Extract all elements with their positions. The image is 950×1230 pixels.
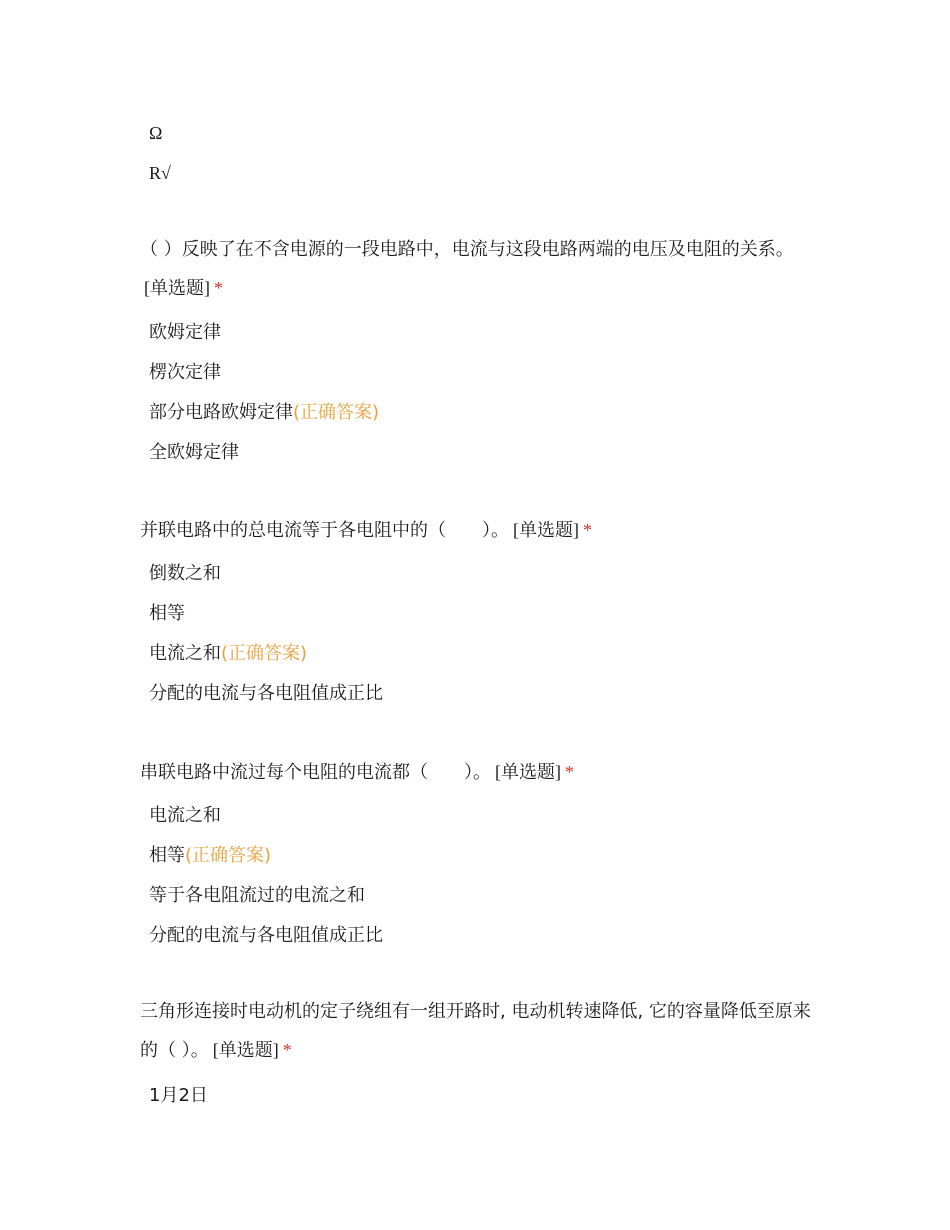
question-1-option-3[interactable] <box>149 401 379 425</box>
question-2-option-4[interactable] <box>149 682 383 706</box>
question-1 <box>140 231 820 308</box>
option-label: 部分电路欧姆定律 <box>149 402 293 423</box>
correct-answer-marker: (正确答案) <box>221 643 308 664</box>
question-2 <box>140 511 820 550</box>
option-label: 欧姆定律 <box>149 322 221 343</box>
option-label: 倒数之和 <box>149 563 221 584</box>
option-label: 电流之和 <box>149 643 221 664</box>
question-4-option-1[interactable] <box>149 1084 208 1108</box>
question-3-text: 串联电路中流过每个电阻的电流都（ ）。 <box>140 762 491 783</box>
question-type-tag: [单选题] <box>212 1040 279 1060</box>
question-2-option-2[interactable] <box>149 602 185 626</box>
question-3-option-4[interactable] <box>149 924 383 948</box>
option-label: 楞次定律 <box>149 362 221 383</box>
question-type-tag: [单选题] <box>144 278 210 298</box>
question-1-text: （ ）反映了在不含电源的一段电路中，电流与这段电路两端的电压及电阻的关系。 <box>140 239 794 260</box>
question-2-option-1[interactable] <box>149 562 221 586</box>
question-4 <box>140 993 820 1070</box>
question-1-option-4[interactable] <box>149 441 239 465</box>
question-1-option-2[interactable] <box>149 361 221 385</box>
option-r-sqrt[interactable]: R√ <box>149 163 171 183</box>
question-1-option-1[interactable] <box>149 321 221 345</box>
option-label: 分配的电流与各电阻值成正比 <box>149 683 383 704</box>
question-3-option-3[interactable] <box>149 884 365 908</box>
required-marker: * <box>583 520 592 540</box>
correct-answer-marker: (正确答案) <box>185 845 272 866</box>
option-label: 相等 <box>149 845 185 866</box>
question-3 <box>140 753 820 792</box>
option-label: 1月2日 <box>149 1085 208 1106</box>
question-type-tag: [单选题] <box>513 520 579 540</box>
required-marker: * <box>282 1040 292 1060</box>
correct-answer-marker: (正确答案) <box>293 402 380 423</box>
option-omega[interactable]: Ω <box>149 123 163 143</box>
required-marker: * <box>214 278 223 298</box>
question-type-tag: [单选题] <box>495 762 561 782</box>
option-label: 全欧姆定律 <box>149 442 239 463</box>
required-marker: * <box>565 762 574 782</box>
option-label: 等于各电阻流过的电流之和 <box>149 885 365 906</box>
option-label: 分配的电流与各电阻值成正比 <box>149 925 383 946</box>
question-2-option-3[interactable] <box>149 642 307 666</box>
option-label: 相等 <box>149 603 185 624</box>
question-2-text: 并联电路中的总电流等于各电阻中的（ ）。 <box>140 520 509 541</box>
question-4-text: 三角形连接时电动机的定子绕组有一组开路时, 电动机转速降低, 它的容量降低至原来的（ ）。 <box>140 1001 811 1061</box>
option-label: 电流之和 <box>149 805 221 826</box>
question-3-option-1[interactable] <box>149 804 221 828</box>
question-3-option-2[interactable] <box>149 844 271 868</box>
